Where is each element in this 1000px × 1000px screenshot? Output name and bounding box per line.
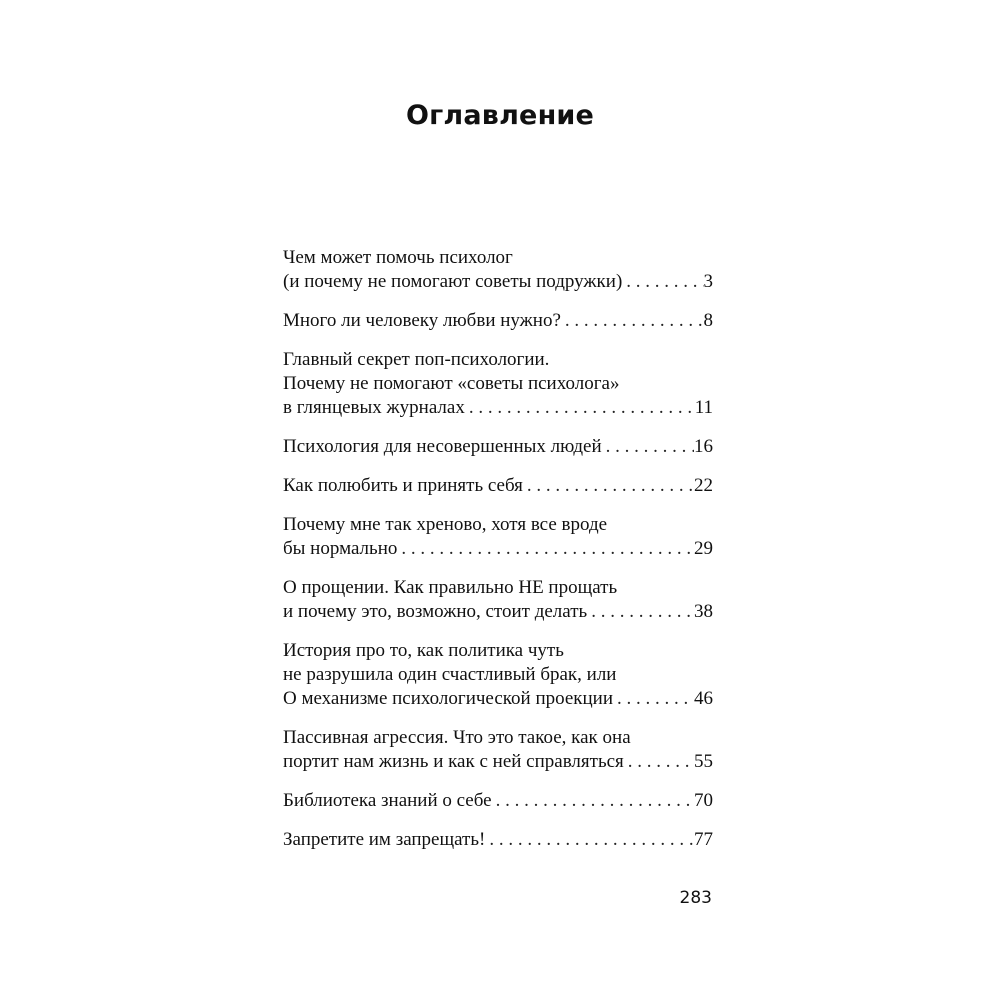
dot-leader [397,537,694,561]
toc-entry[interactable] [283,576,713,624]
dot-leader [465,396,695,420]
toc-page-number: 55 [694,751,713,772]
toc-page-number: 46 [694,688,713,709]
toc-entry-line: бы нормально [283,538,398,559]
page-number: 283 [679,888,712,908]
toc-entry-line: Запретите им запрещать! [283,829,486,850]
toc-entry-line: Почему не помогают «советы психолога» [283,373,620,394]
toc-entry[interactable] [283,348,713,420]
toc-entry-line: О механизме психологической проекции [283,688,614,709]
toc-entry-line: Библиотека знаний о себе [283,790,492,811]
toc-page-number: 3 [703,271,713,292]
toc-entry-line: (и почему не помогают советы подружки) [283,271,623,292]
toc-entry[interactable] [283,639,713,711]
dot-leader [561,309,704,333]
toc-page-number: 16 [694,436,713,457]
table-of-contents [283,246,713,867]
toc-page-number: 77 [694,829,713,850]
toc-entry[interactable] [283,246,713,294]
dot-leader [485,828,694,852]
toc-entry[interactable] [283,474,713,498]
toc-entry-line: Чем может помочь психолог [283,247,513,268]
dot-leader [492,789,694,813]
toc-entry[interactable] [283,513,713,561]
dot-leader [587,600,694,624]
toc-page-number: 22 [694,475,713,496]
toc-page-number: 38 [694,601,713,622]
toc-page-number: 29 [694,538,713,559]
toc-entry-line: Психология для несовершенных людей [283,436,602,457]
toc-entry-line: портит нам жизнь и как с ней справляться [283,751,624,772]
toc-entry-line: Пассивная агрессия. Что это такое, как она [283,727,631,748]
toc-entry-line: в глянцевых журналах [283,397,465,418]
toc-page-number: 70 [694,790,713,811]
toc-entry-line: Почему мне так хреново, хотя все вроде [283,514,608,535]
dot-leader [523,474,694,498]
toc-entry[interactable] [283,789,713,813]
toc-entry[interactable] [283,828,713,852]
toc-entry-line: История про то, как политика чуть [283,640,564,661]
toc-page-number: 11 [694,397,713,418]
toc-entry-line: О прощении. Как правильно НЕ прощать [283,577,618,598]
page-title: Оглавление [405,100,595,131]
toc-entry-line: Главный секрет поп-психологии. [283,349,550,370]
toc-page-number: 8 [703,310,713,331]
toc-entry[interactable] [283,435,713,459]
toc-entry-line: Много ли человеку любви нужно? [283,310,561,331]
dot-leader [622,270,703,294]
toc-entry-line: Как полюбить и принять себя [283,475,523,496]
dot-leader [624,750,694,774]
toc-entry-line: не разрушила один счастливый брак, или [283,664,617,685]
dot-leader [602,435,694,459]
toc-entry-line: и почему это, возможно, стоит делать [283,601,588,622]
toc-entry[interactable] [283,309,713,333]
toc-entry[interactable] [283,726,713,774]
dot-leader [613,687,694,711]
